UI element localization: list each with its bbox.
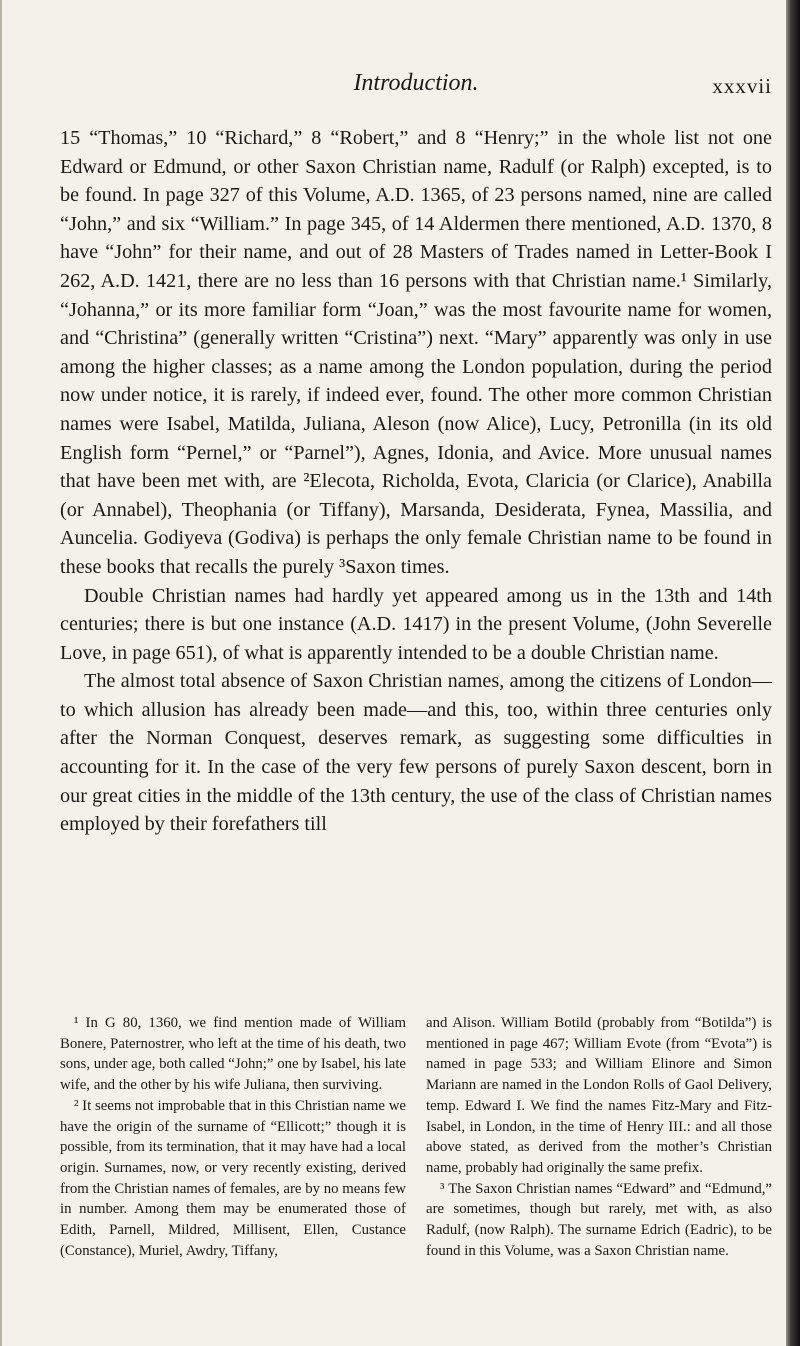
running-head-title: Introduction. [353,70,479,96]
body-paragraph: The almost total absence of Saxon Christian names, among the citizens of London—to which allusion has already been made—and this, too, within three centuries only after the Norman Conquest, deserves remark, as suggesting some difficulties in accounting for it. In the case of the very few persons of purely Saxon descent, born in our great cities in the middle of the 13th century, the use of the class of Christian names employed by their forefathers till [60,670,772,836]
body-paragraph: 15 “Thomas,” 10 “Richard,” 8 “Robert,” and 8 “Henry;” in the whole list not one Edward or Edmund, or other Saxon Christian name, Radulf (or Ralph) excepted, is to be found. In page 327 of this Volume, A.D. 1365, of 23 persons named, nine are called “John,” and six “William.” In page 345, of 14 Aldermen there mentioned, A.D. 1370, 8 have “John” for their name, and out of 28 Masters of Trades named in Letter-Book I 262, A.D. 1421, there are no less than 16 persons with that Christian name.¹ Similarly, “Johanna,” or its more familiar form “Joan,” was the most favourite name for women, and “Christina” (generally written “Cristina”) next. “Mary” apparently was only in use among the higher classes; as a name among the London population, during the period now under notice, it is rarely, if indeed ever, found. The other more common Christian names were Isabel, Matilda, Juliana, Aleson (now Alice), Lucy, Petronilla (in its old English form “Pernel,” or “Parnel”), Agnes, Idonia, and Avice. More unusual names that have been met with, are ²Elecota, Richolda, Evota, Claricia (or Clarice), Anabilla (or Annabel), Theophania (or Tiffany), Marsanda, Desiderata, Fynea, Massilia, and Auncelia. Godiyeva (Godiva) is perhaps the only female Christian name to be found in these books that recalls the purely ³Saxon times. [60,127,772,578]
page-binding-shadow [786,0,800,1346]
body-paragraph: Double Christian names had hardly yet appeared among us in the 13th and 14th centuries; there is but one instance (A.D. 1417) in the present Volume, (John Severelle Love, in page 651), of what is apparently intended to be a double Christian name. [60,584,772,664]
footnotes-left-column [60,1013,406,1261]
footnote: ² It seems not improbable that in this Christian name we have the origin of the surname of “Ellicott;” though it is possible, from its termination, that it may have had a local origin. Surnames, now, or very recently existing, derived from the Christian names of females, are by no means few in number. Among them may be enumerated those of Edith, Parnell, Mildred, Millisent, Ellen, Custance (Constance), Muriel, Awdry, Tiffany, [60,1097,406,1259]
footnotes-right-column [426,1013,772,1261]
footnotes [60,1013,772,1261]
main-text [60,124,772,839]
footnote: ¹ In G 80, 1360, we find mention made of William Bonere, Paternostrer, who left at the time of his death, two sons, under age, both called “John;” one by Isabel, his late wife, and the other by his wife Juliana, then surviving. [60,1015,406,1094]
page-number: xxxvii [712,74,772,98]
running-head [60,70,772,106]
page-left-edge [0,0,2,1346]
footnote-continuation: and Alison. William Botild (probably from “Botilda”) is mentioned in page 467; William Evote (from “Evota”) is named in page 533; and William Elinore and Simon Mariann are named in the London Rolls of Gaol Delivery, temp. Edward I. We find the names Fitz-Mary and Fitz-Isabel, in London, in the time of Henry III.: and all those above stated, as derived from the mother’s Christian name, probably had originally the same prefix. [426,1015,772,1176]
footnote: ³ The Saxon Christian names “Edward” and “Edmund,” are sometimes, though but rarely, met with, as also Radulf, (now Ralph). The surname Edrich (Eadric), to be found in this Volume, was a Saxon Christian name. [426,1180,772,1259]
